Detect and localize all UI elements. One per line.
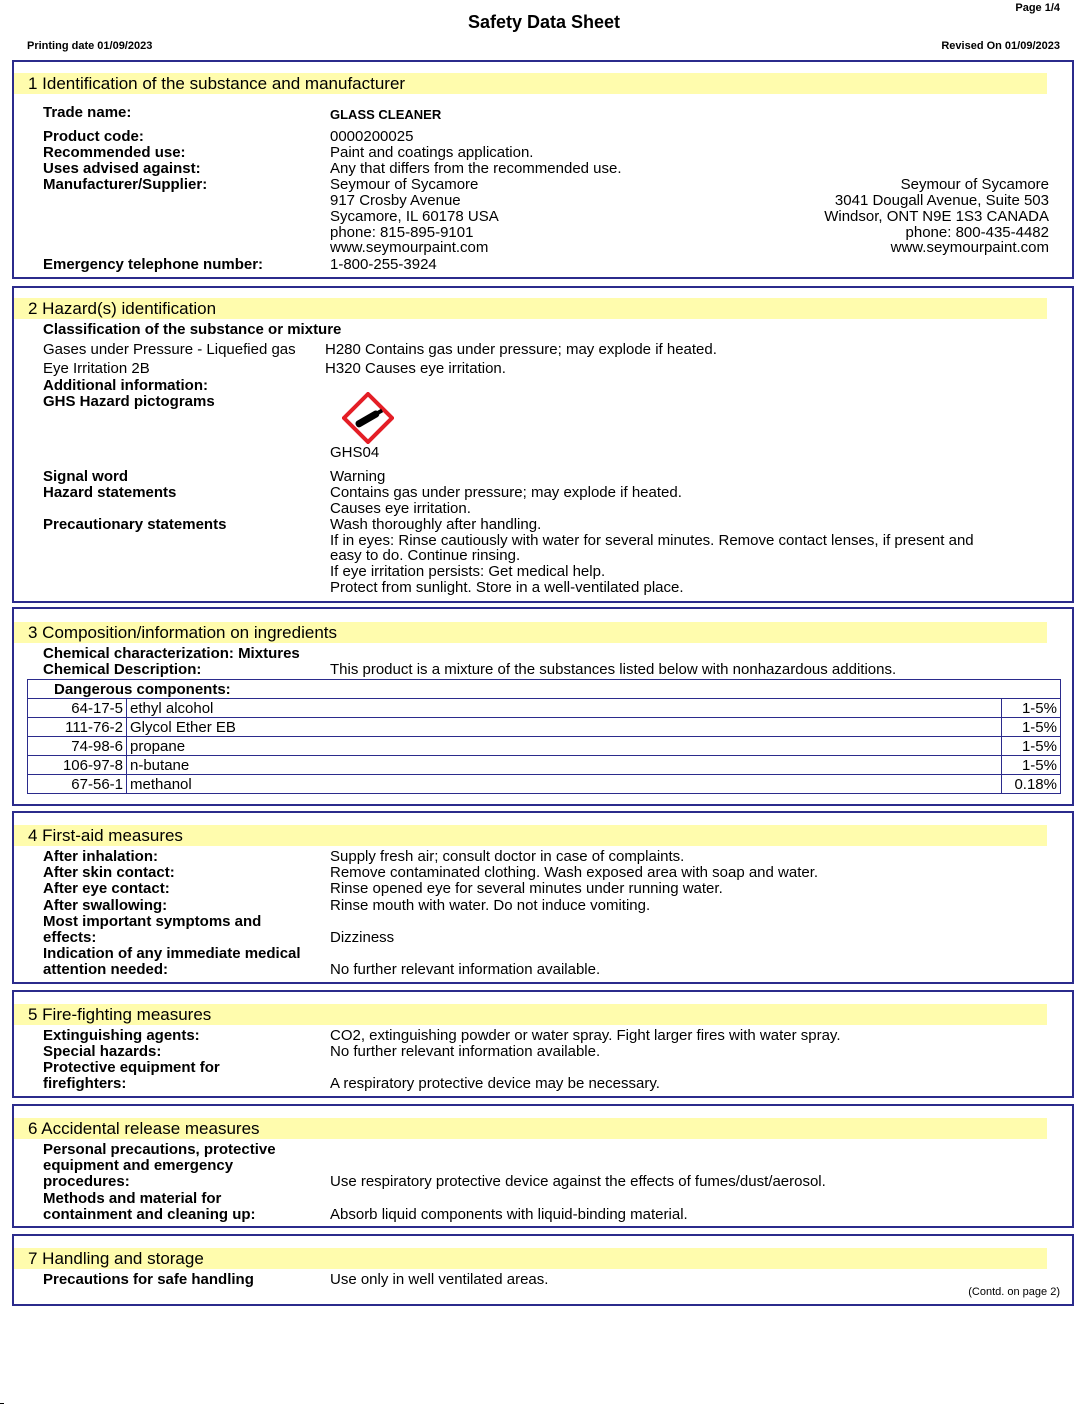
gas-cylinder-pictogram-icon [342, 392, 394, 444]
component-name: propane [127, 737, 1002, 756]
extinguishing-label: Extinguishing agents: [43, 1027, 200, 1044]
signal-word-value: Warning [330, 468, 386, 485]
printing-date: Printing date 01/09/2023 [27, 40, 153, 52]
uses-against-label: Uses advised against: [43, 160, 201, 177]
personal-precautions-value: Use respiratory protective device against the effects of fumes/dust/aerosol. [330, 1173, 826, 1190]
us-address-line: Seymour of Sycamore [330, 176, 479, 193]
precautionary-statement: If eye irritation persists: Get medical help. [330, 563, 606, 580]
us-address-line: 917 Crosby Avenue [330, 192, 461, 209]
emergency-label: Emergency telephone number: [43, 256, 264, 273]
precautionary-label: Precautionary statements [43, 516, 227, 533]
cas-number: 64-17-5 [28, 699, 127, 718]
page-edge-mark [0, 1403, 4, 1404]
class-gas-value: H280 Contains gas under pressure; may explode if heated. [325, 341, 717, 358]
personal-precautions-label: Personal precautions, protective [43, 1141, 276, 1158]
product-code-value: 0000200025 [330, 128, 414, 145]
personal-precautions-label: equipment and emergency [43, 1157, 234, 1174]
ca-website: www.seymourpaint.com [890, 239, 1049, 256]
cas-number: 106-97-8 [28, 756, 127, 775]
section-4-heading: 4 First-aid measures [14, 825, 1047, 846]
component-percent: 1-5% [1002, 737, 1061, 756]
us-website: www.seymourpaint.com [330, 239, 489, 256]
recommended-use-label: Recommended use: [43, 144, 186, 161]
skin-contact-label: After skin contact: [43, 864, 175, 881]
additional-info-label: Additional information: [43, 377, 208, 394]
special-hazards-label: Special hazards: [43, 1043, 162, 1060]
section-5-heading: 5 Fire-fighting measures [14, 1004, 1047, 1025]
containment-value: Absorb liquid components with liquid-binding material. [330, 1206, 688, 1223]
personal-precautions-label: procedures: [43, 1173, 130, 1190]
ca-address-line: Windsor, ONT N9E 1S3 CANADA [824, 208, 1049, 225]
components-table [27, 679, 1061, 794]
inhalation-value: Supply fresh air; consult doctor in case of complaints. [330, 848, 685, 865]
eye-contact-value: Rinse opened eye for several minutes under running water. [330, 880, 723, 897]
us-phone: phone: 815-895-9101 [330, 224, 474, 241]
special-hazards-value: No further relevant information available. [330, 1043, 601, 1060]
component-percent: 1-5% [1002, 718, 1061, 737]
chemical-characterization-label: Chemical characterization: Mixtures [43, 645, 300, 662]
component-name: methanol [127, 775, 1002, 794]
manufacturer-label: Manufacturer/Supplier: [43, 176, 208, 193]
containment-label: Methods and material for [43, 1190, 222, 1207]
section-6-heading: 6 Accidental release measures [14, 1118, 1047, 1139]
precautionary-statement: easy to do. Continue rinsing. [330, 547, 521, 564]
trade-name-value: GLASS CLEANER [330, 107, 442, 122]
trade-name-label: Trade name: [43, 104, 132, 121]
document-title: Safety Data Sheet [467, 12, 621, 32]
component-percent: 0.18% [1002, 775, 1061, 794]
pictogram-code: GHS04 [330, 444, 380, 461]
hazard-statement: Contains gas under pressure; may explode if heated. [330, 484, 682, 501]
swallowing-label: After swallowing: [43, 897, 168, 914]
eye-contact-label: After eye contact: [43, 880, 170, 897]
ca-address-line: Seymour of Sycamore [900, 176, 1049, 193]
ca-address-line: 3041 Dougall Avenue, Suite 503 [834, 192, 1049, 209]
section-1-heading: 1 Identification of the substance and manufacturer [14, 73, 1047, 94]
uses-against-value: Any that differs from the recommended use. [330, 160, 622, 177]
section-3-heading: 3 Composition/information on ingredients [14, 622, 1047, 643]
page-number: Page 1/4 [1015, 2, 1060, 14]
protective-equipment-value: A respiratory protective device may be necessary. [330, 1075, 660, 1092]
medical-attention-label: attention needed: [43, 961, 169, 978]
protective-equipment-label: Protective equipment for [43, 1059, 220, 1076]
medical-attention-value: No further relevant information available. [330, 961, 601, 978]
component-percent: 1-5% [1002, 699, 1061, 718]
ca-phone: phone: 800-435-4482 [905, 224, 1049, 241]
cas-number: 67-56-1 [28, 775, 127, 794]
signal-word-label: Signal word [43, 468, 129, 485]
classification-label: Classification of the substance or mixture [43, 321, 342, 338]
table-row [28, 775, 1061, 794]
cas-number: 74-98-6 [28, 737, 127, 756]
chemical-description-value: This product is a mixture of the substances listed below with nonhazardous additions. [330, 661, 897, 678]
class-eye-label: Eye Irritation 2B [43, 360, 150, 377]
section-2-heading: 2 Hazard(s) identification [14, 298, 1047, 319]
precautionary-statement: If in eyes: Rinse cautiously with water for several minutes. Remove contact lenses, if present and [330, 532, 974, 549]
precautionary-statement: Wash thoroughly after handling. [330, 516, 542, 533]
protective-equipment-label: firefighters: [43, 1075, 127, 1092]
class-eye-value: H320 Causes eye irritation. [325, 360, 506, 377]
symptoms-label: effects: [43, 929, 97, 946]
us-address-line: Sycamore, IL 60178 USA [330, 208, 499, 225]
extinguishing-value: CO2, extinguishing powder or water spray. Fight larger fires with water spray. [330, 1027, 841, 1044]
safe-handling-value: Use only in well ventilated areas. [330, 1271, 549, 1288]
class-gas-label: Gases under Pressure - Liquefied gas [43, 341, 296, 358]
safe-handling-label: Precautions for safe handling [43, 1271, 254, 1288]
swallowing-value: Rinse mouth with water. Do not induce vomiting. [330, 897, 651, 914]
hazard-statement: Causes eye irritation. [330, 500, 471, 517]
table-row [28, 737, 1061, 756]
containment-label: containment and cleaning up: [43, 1206, 256, 1223]
product-code-label: Product code: [43, 128, 144, 145]
component-name: Glycol Ether EB [127, 718, 1002, 737]
recommended-use-value: Paint and coatings application. [330, 144, 534, 161]
chemical-description-label: Chemical Description: [43, 661, 202, 678]
table-row [28, 756, 1061, 775]
component-name: ethyl alcohol [127, 699, 1002, 718]
component-percent: 1-5% [1002, 756, 1061, 775]
section-7-heading: 7 Handling and storage [14, 1248, 1047, 1269]
component-name: n-butane [127, 756, 1002, 775]
pictograms-label: GHS Hazard pictograms [43, 393, 215, 410]
medical-attention-label: Indication of any immediate medical [43, 945, 301, 962]
hazard-statements-label: Hazard statements [43, 484, 177, 501]
inhalation-label: After inhalation: [43, 848, 158, 865]
skin-contact-value: Remove contaminated clothing. Wash exposed area with soap and water. [330, 864, 819, 881]
emergency-value: 1-800-255-3924 [330, 256, 437, 273]
section-handling-storage [12, 1234, 1074, 1306]
symptoms-label: Most important symptoms and [43, 913, 262, 930]
symptoms-value: Dizziness [330, 929, 395, 946]
table-row [28, 718, 1061, 737]
precautionary-statement: Protect from sunlight. Store in a well-ventilated place. [330, 579, 684, 596]
table-row [28, 699, 1061, 718]
revised-date: Revised On 01/09/2023 [941, 40, 1060, 52]
cas-number: 111-76-2 [28, 718, 127, 737]
continued-note: (Contd. on page 2) [968, 1286, 1060, 1298]
dangerous-components-label: Dangerous components: [28, 680, 1061, 699]
